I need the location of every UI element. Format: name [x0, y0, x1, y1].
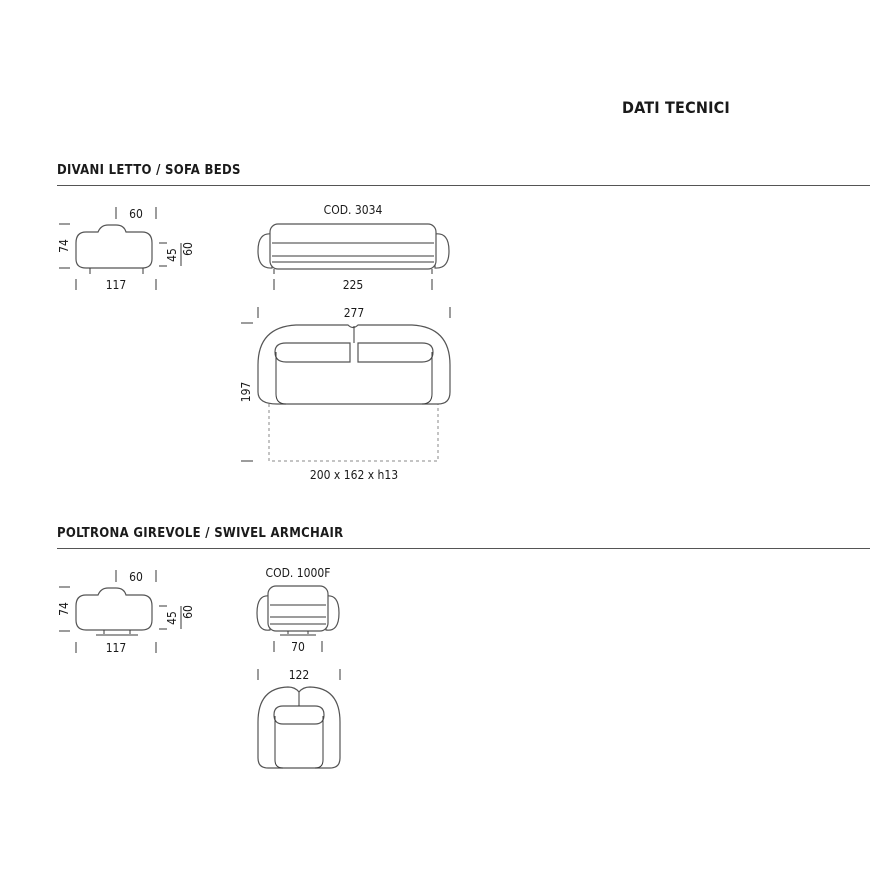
dim-arm-height: 60: [181, 605, 195, 619]
dim-seat-height: 45: [165, 611, 179, 625]
dim-front-width: 70: [291, 640, 305, 654]
dim-top-width: 277: [343, 306, 365, 320]
dim-arm-height: 60: [181, 242, 195, 256]
section-title-sofa-beds: DIVANI LETTO / SOFA BEDS: [57, 163, 241, 178]
dim-front-width: 225: [342, 278, 364, 292]
armchair-front-view: [257, 566, 339, 654]
dim-seat-depth: 60: [129, 570, 143, 584]
page-title: DATI TECNICI: [622, 98, 730, 117]
armchair-top-view: [258, 668, 340, 768]
product-code: COD. 1000F: [265, 566, 331, 580]
dim-depth: 117: [105, 278, 127, 292]
armchair-side-view: [57, 570, 195, 655]
dim-top-depth: 197: [239, 381, 253, 403]
dim-seat-height: 45: [165, 248, 179, 262]
section-title-swivel-armchair: POLTRONA GIREVOLE / SWIVEL ARMCHAIR: [57, 526, 344, 541]
dim-height: 74: [57, 602, 71, 616]
dim-top-width: 122: [288, 668, 310, 682]
product-code: COD. 3034: [323, 203, 383, 217]
sofa-bed-side-view: [57, 207, 195, 292]
dim-height: 74: [57, 239, 71, 253]
sofa-bed-top-view: [239, 306, 450, 482]
sofa-bed-front-view: [258, 203, 449, 292]
dim-depth: 117: [105, 641, 127, 655]
dim-seat-depth: 60: [129, 207, 143, 221]
mattress-size: 200 x 162 x h13: [309, 468, 399, 482]
